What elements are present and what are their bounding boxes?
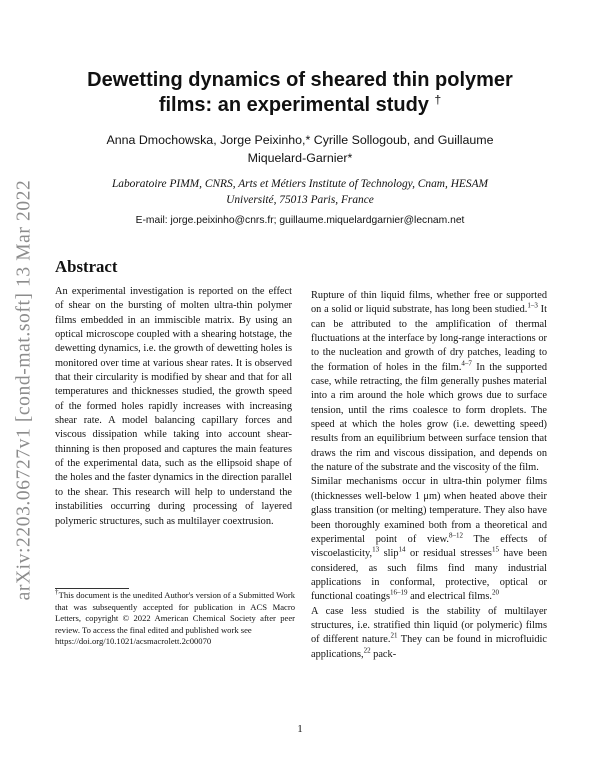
- affiliation-line-1: Laboratoire PIMM, CNRS, Arts et Métiers Institute of Technology, Cnam, HESAM: [111, 178, 489, 190]
- p2-text-f: and electrical films.: [407, 591, 492, 603]
- p1-text-c: In the supported case, while retracting, the film generally pushes material into a rim around the hole which grows due to surface tension, until the rims coalesce to form droplets. The speed at which the holes grow (i.e. dewetting speed) results from an equilibrium between surface tension that draws the rim and viscous dissipation, and depends on the nature of the substrate and the viscosity of the film.: [311, 361, 547, 474]
- citation[interactable]: 8–12: [449, 531, 463, 540]
- author-list: [60, 131, 540, 167]
- citation[interactable]: 13: [372, 545, 380, 554]
- body-paragraph-2: [311, 475, 547, 604]
- right-column: [311, 289, 547, 662]
- title-footnote-mark: †: [434, 92, 442, 107]
- p2-text-c: slip: [379, 548, 399, 560]
- paper-title: [60, 68, 540, 118]
- citation[interactable]: 14: [398, 545, 406, 554]
- contact-email: E-mail: jorge.peixinho@cnrs.fr; guillaume.miquelardgarnier@lecnam.net: [135, 215, 465, 226]
- page-number: 1: [297, 723, 303, 735]
- p2-text-d: or residual stresses: [405, 548, 492, 560]
- footnote-text: This document is the unedited Author's version of a Submitted Work that was subsequently accepted for publication in ACS Macro Letters, copyright © 2022 American Chemical Society after peer review. To access the final edited and published work see: [55, 590, 295, 635]
- body-paragraph-1: [311, 289, 547, 475]
- citation[interactable]: 22: [363, 646, 371, 655]
- p2-text-a: Similar mechanisms occur in ultra-thin polymer films (thicknesses well-below 1 μm) when heated above their glass transition (or melting) temperature. They also have been thoroughly examined both from a theoretical and experimental point of view.: [311, 476, 547, 545]
- footnote-divider: [55, 588, 129, 589]
- abstract-text: An experimental investigation is reported on the effect of shear on the bursting of molten ultra-thin polymer films embedded in an immiscible matrix. By using an optical microscope coupled with a shearing hotstage, the dewetting dynamics, i.e. the growth of dewetting holes is monitored over time at various shear rates. It is observed that their circularity is modified by shear and that for all temperatures and thicknesses studied, the growth speed of the formed holes rapidly increases with increasing shear rate. A model balancing capillary forces and viscous dissipation while taking into account shear-thinning is then proposed and captures the main features of the experimental data, such as the ellipsoid shape of the holes and the faster dynamics in the direction parallel to the shear. This research will help to understand the instabilities occurring during processing of layered polymeric structures, such as multilayer coextrusion.: [55, 286, 292, 527]
- authors-line-2: Miquelard-Garnier*: [247, 151, 353, 165]
- p3-text-a: A case less studied is the stability of multilayer structures, i.e. stratified thin liquid (or polymeric) films of different nature.: [311, 605, 547, 646]
- p2-text-b: The effects of viscoelasticity,: [311, 533, 547, 560]
- citation[interactable]: 20: [491, 588, 499, 597]
- p1-text-a: Rupture of thin liquid films, whether free or supported on a solid or liquid substrate, has long been studied.: [311, 290, 547, 316]
- footnote: [55, 590, 295, 648]
- citation[interactable]: 15: [491, 545, 499, 554]
- citation[interactable]: 1–3: [527, 301, 538, 310]
- abstract-heading: Abstract: [55, 257, 118, 276]
- arxiv-identifier: arXiv:2203.06727v1 [cond-mat.soft] 13 Mar 2022: [13, 179, 34, 601]
- authors-line-1: Anna Dmochowska, Jorge Peixinho,* Cyrille Sollogoub, and Guillaume: [106, 133, 494, 147]
- affiliation: [60, 177, 540, 208]
- title-line-2: films: an experimental study: [158, 94, 429, 116]
- left-column: [55, 285, 292, 529]
- citation[interactable]: 21: [390, 631, 398, 640]
- footnote-doi-link[interactable]: https://doi.org/10.1021/acsmacrolett.2c00070: [55, 636, 212, 646]
- p1-text-b: It can be attributed to the amplification of thermal fluctuations at the interface by long-range interactions or to the nucleation and growth of dry patches, leading to the formation of holes in the film.: [311, 304, 547, 373]
- title-line-1: Dewetting dynamics of sheared thin polymer: [87, 69, 513, 91]
- p3-text-b: They can be found in microfluidic applications,: [311, 634, 547, 660]
- affiliation-line-2: Université, 75013 Paris, France: [226, 193, 374, 206]
- p2-text-e: have been considered, as such films find many industrial applications in conformal, protective, optical or functional coatings: [311, 548, 547, 603]
- citation[interactable]: 4–7: [461, 359, 472, 368]
- p3-text-c: pack-: [370, 648, 397, 660]
- citation[interactable]: 16–19: [390, 588, 408, 597]
- arxiv-sidebar-stamp: [10, 180, 38, 600]
- body-paragraph-3: [311, 605, 547, 662]
- footnote-mark: †: [55, 588, 59, 597]
